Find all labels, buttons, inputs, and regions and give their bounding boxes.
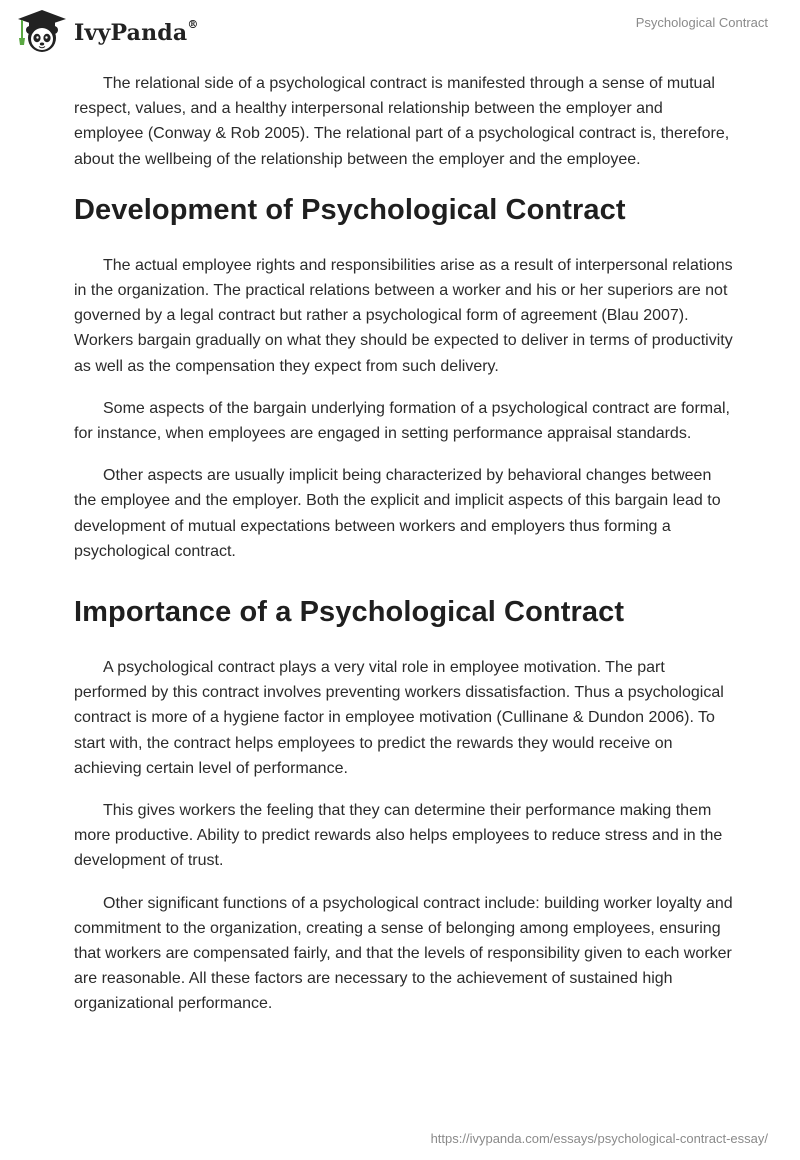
registered-mark: ®	[187, 18, 199, 31]
document-title: Psychological Contract	[635, 15, 768, 30]
section-heading: Development of Psychological Contract	[74, 193, 626, 226]
paragraph: The actual employee rights and responsibilities arise as a result of interpersonal relations in the organization. The practical relations between a worker and his or her superiors are not governed by a legal contract but rather a psychological form of agreement (Blau 2007). Workers bargain gradually on what they should be expected to deliver in terms of productivity as well as the compensation they expect from such delivery.	[74, 256, 733, 375]
panda-graduate-icon	[14, 8, 70, 56]
logo-wordmark	[74, 20, 199, 46]
paragraph: A psychological contract plays a very vital role in employee motivation. The part performed by this contract involves preventing workers dissatisfaction. Thus a psychological contract is more of a hygiene factor in employee motivation (Cullinane & Dundon 2006). To start with, the contract helps employees to predict the rewards they would receive on achieving certain level of performance.	[74, 659, 724, 777]
paragraph: Other aspects are usually implicit being characterized by behavioral changes between the employee and the employer. Both the explicit and implicit aspects of this bargain lead to development of mutual expectations between workers and employers thus forming a psychological contract.	[74, 467, 721, 560]
logo-text: IvyPanda	[74, 20, 188, 46]
logo[interactable]	[14, 8, 199, 56]
paragraph: The relational side of a psychological contract is manifested through a sense of mutual respect, values, and a healthy interpersonal relationship between the employer and employee (Conway & Rob 2005). The relational part of a psychological contract is, therefore, about the wellbeing of the relationship between the employer and the employee.	[74, 75, 730, 168]
essay-content	[74, 71, 734, 1034]
paragraph: This gives workers the feeling that they can determine their performance making them more productive. Ability to predict rewards also helps employees to reduce stress and in the development of trust.	[74, 802, 723, 870]
source-url[interactable]: https://ivypanda.com/essays/psychological-contract-essay/	[430, 1131, 768, 1146]
paragraph: Other significant functions of a psychological contract include: building worker loyalty and commitment to the organization, creating a sense of belonging among employees, ensuring that workers are compensated fairly, and that the levels of responsibility given to each worker are reasonable. All these factors are necessary to the achievement of sustained high organizational performance.	[74, 894, 733, 1013]
paragraph: Some aspects of the bargain underlying formation of a psychological contract are formal, for instance, when employees are engaged in setting performance appraisal standards.	[74, 399, 730, 443]
section-heading: Importance of a Psychological Contract	[74, 596, 625, 629]
page-header	[0, 0, 800, 60]
